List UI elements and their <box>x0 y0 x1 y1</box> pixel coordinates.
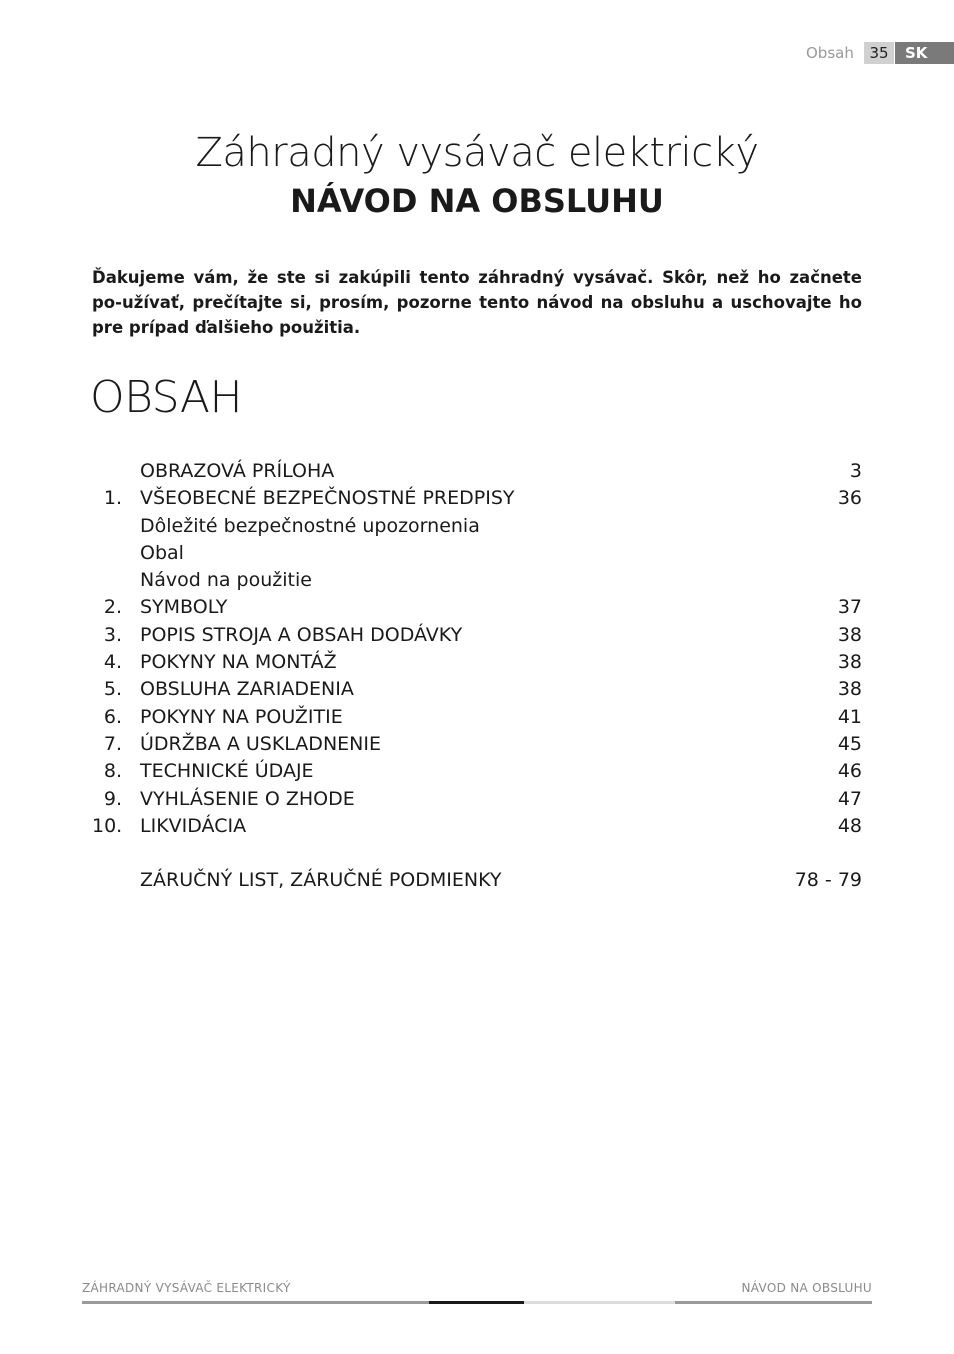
toc-page: 36 <box>837 487 862 510</box>
toc-row <box>92 567 862 594</box>
toc-page: 38 <box>837 678 862 701</box>
toc-row <box>92 813 862 840</box>
toc-label: SYMBOLY <box>140 596 228 619</box>
toc-row <box>92 594 862 621</box>
toc-label: Obal <box>140 541 184 564</box>
header-language-badge: SK <box>895 42 954 64</box>
footer-bar-segment <box>429 1301 524 1304</box>
toc-number: 1. <box>103 487 122 510</box>
toc-number: 7. <box>103 732 122 755</box>
intro-paragraph: Ďakujeme vám, že ste si zakúpili tento záhradný vysávač. Skôr, než ho začnete po-užívať, prečítajte si, prosím, pozorne tento návod na obsluhu a uschovajte ho pre prípad ďalšieho použitia. <box>92 268 862 337</box>
toc-page: 3 <box>849 460 862 482</box>
footer-left-text: ZÁHRADNÝ VYSÁVAČ ELEKTRICKÝ <box>82 1281 291 1295</box>
toc-row <box>92 786 862 813</box>
toc-row <box>92 731 862 758</box>
toc-label: OBSLUHA ZARIADENIA <box>140 678 354 701</box>
toc-number: 5. <box>103 678 122 701</box>
toc-label: ZÁRUČNÝ LIST, ZÁRUČNÉ PODMIENKY <box>140 869 502 892</box>
toc-number: 9. <box>103 787 122 810</box>
toc-number: 4. <box>103 651 122 674</box>
toc-number: 6. <box>103 705 122 728</box>
toc-label: OBRAZOVÁ PRÍLOHA <box>140 460 335 482</box>
document-subtitle: NÁVOD NA OBSLUHU <box>290 182 664 220</box>
toc-number: 2. <box>103 596 122 619</box>
toc-page: 48 <box>837 814 862 837</box>
footer-bar-segment <box>675 1301 872 1304</box>
footer-right-text: NÁVOD NA OBSLUHU <box>741 1281 872 1295</box>
toc-label: ÚDRŽBA A USKLADNENIE <box>140 732 381 755</box>
toc-label: LIKVIDÁCIA <box>140 814 247 837</box>
toc-label: POKYNY NA MONTÁŽ <box>140 651 337 674</box>
contents-heading: OBSAH <box>90 372 243 423</box>
toc-row <box>92 458 862 485</box>
toc-label: VYHLÁSENIE O ZHODE <box>140 787 355 810</box>
toc-page: 41 <box>837 705 862 728</box>
toc-page: 37 <box>837 596 862 619</box>
toc-row <box>92 649 862 676</box>
toc-row <box>92 704 862 731</box>
toc-row <box>92 513 862 540</box>
header-section-label: Obsah <box>806 44 854 62</box>
toc-row <box>92 758 862 785</box>
toc-row <box>92 622 862 649</box>
toc-number: 3. <box>103 623 122 646</box>
footer-bar-segment <box>524 1301 675 1304</box>
toc-number: 8. <box>103 760 122 783</box>
header-page-number: 35 <box>864 42 894 64</box>
toc-row <box>92 676 862 703</box>
toc-spacer <box>92 840 862 867</box>
toc-page: 38 <box>837 651 862 674</box>
toc-label: POPIS STROJA A OBSAH DODÁVKY <box>140 623 463 646</box>
toc-page: 47 <box>837 787 862 810</box>
toc-page: 78 - 79 <box>794 869 862 892</box>
toc-row <box>92 540 862 567</box>
toc-page: 38 <box>837 623 862 646</box>
toc-label: Návod na použitie <box>140 569 312 592</box>
footer-bar-segment <box>82 1301 429 1304</box>
table-of-contents <box>92 458 862 895</box>
toc-page: 45 <box>837 732 862 755</box>
toc-row <box>92 485 862 512</box>
toc-label: TECHNICKÉ ÚDAJE <box>140 760 314 783</box>
toc-label: Dôležité bezpečnostné upozornenia <box>140 514 480 537</box>
document-title: Záhradný vysávač elektrický <box>195 130 759 176</box>
toc-label: VŠEOBECNÉ BEZPEČNOSTNÉ PREDPISY <box>140 487 515 510</box>
toc-label: POKYNY NA POUŽITIE <box>140 705 343 728</box>
toc-row-warranty <box>92 867 862 894</box>
toc-number: 10. <box>92 814 123 837</box>
toc-page: 46 <box>837 760 862 783</box>
